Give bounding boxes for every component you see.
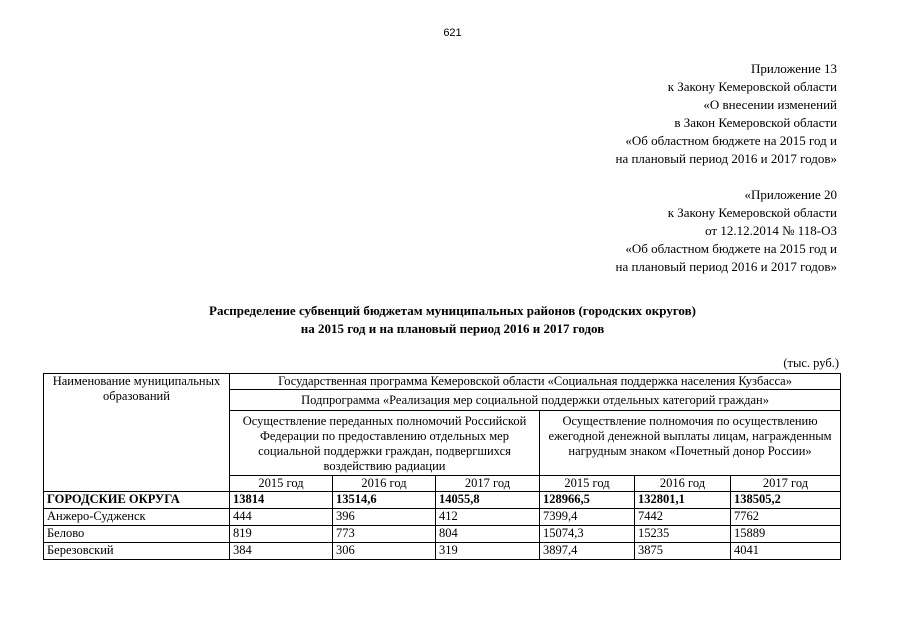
table-cell: 7762 (731, 509, 841, 526)
table-cell: 7399,4 (540, 509, 635, 526)
table-cell: 773 (333, 526, 436, 543)
program-header: Государственная программа Кемеровской области «Социальная поддержка населения Кузбасса» (230, 374, 841, 390)
appendix-line: от 12.12.2014 № 118-ОЗ (705, 223, 837, 238)
appendix-line: «Об областном бюджете на 2015 год и (625, 241, 837, 256)
table-row-name: Анжеро-Судженск (44, 509, 230, 526)
table-cell: 319 (436, 543, 540, 560)
table-cell: 819 (230, 526, 333, 543)
group-header-donor: Осуществление полномочия по осуществлению ежегодной денежной выплаты лицам, награжденным нагрудным знаком «Почетный донор России» (540, 411, 841, 476)
group-header-radiation: Осуществление переданных полномочий Российской Федерации по предоставлению отдельных мер социальной поддержки граждан, подвергшихся воздействию радиации (230, 411, 540, 476)
table-row-name: ГОРОДСКИЕ ОКРУГА (44, 492, 230, 509)
appendix-line: в Закон Кемеровской области (674, 115, 837, 130)
appendix-line: на плановый период 2016 и 2017 годов» (615, 151, 837, 166)
table-row-name: Белово (44, 526, 230, 543)
table-cell: 15074,3 (540, 526, 635, 543)
appendix-line: «О внесении изменений (703, 97, 837, 112)
table-cell: 15889 (731, 526, 841, 543)
appendix-line: на плановый период 2016 и 2017 годов» (615, 259, 837, 274)
year-header: 2015 год (540, 476, 635, 492)
table-cell: 4041 (731, 543, 841, 560)
table-cell: 306 (333, 543, 436, 560)
appendix-20-header (616, 186, 838, 276)
subprogram-header: Подпрограмма «Реализация мер социальной поддержки отдельных категорий граждан» (230, 390, 841, 411)
table-cell: 13514,6 (333, 492, 436, 509)
table-cell: 13814 (230, 492, 333, 509)
year-header: 2016 год (635, 476, 731, 492)
table-cell: 132801,1 (635, 492, 731, 509)
table-cell: 804 (436, 526, 540, 543)
appendix-line: «Об областном бюджете на 2015 год и (625, 133, 837, 148)
appendix-line: «Приложение 20 (744, 187, 837, 202)
table-cell: 444 (230, 509, 333, 526)
table-cell: 7442 (635, 509, 731, 526)
table-cell: 384 (230, 543, 333, 560)
page-number: 621 (443, 27, 462, 39)
subventions-table (43, 373, 841, 560)
document-title (0, 302, 905, 338)
appendix-line: к Закону Кемеровской области (667, 79, 837, 94)
units-label: (тыс. руб.) (783, 356, 839, 370)
table-cell: 128966,5 (540, 492, 635, 509)
year-header: 2016 год (333, 476, 436, 492)
title-line: Распределение субвенций бюджетам муниципальных районов (городских округов) (209, 303, 696, 318)
table-cell: 3875 (635, 543, 731, 560)
table-cell: 138505,2 (731, 492, 841, 509)
year-header: 2017 год (731, 476, 841, 492)
year-header: 2017 год (436, 476, 540, 492)
table-cell: 396 (333, 509, 436, 526)
table-cell: 14055,8 (436, 492, 540, 509)
appendix-line: Приложение 13 (750, 61, 837, 76)
table-row-name: Березовский (44, 543, 230, 560)
appendix-line: к Закону Кемеровской области (667, 205, 837, 220)
table-cell: 412 (436, 509, 540, 526)
appendix-13-header (616, 60, 838, 168)
name-column-header: Наименование муниципальных образований (44, 374, 230, 492)
title-line: на 2015 год и на плановый период 2016 и 2017 годов (300, 321, 605, 336)
table-cell: 3897,4 (540, 543, 635, 560)
table-cell: 15235 (635, 526, 731, 543)
year-header: 2015 год (230, 476, 333, 492)
